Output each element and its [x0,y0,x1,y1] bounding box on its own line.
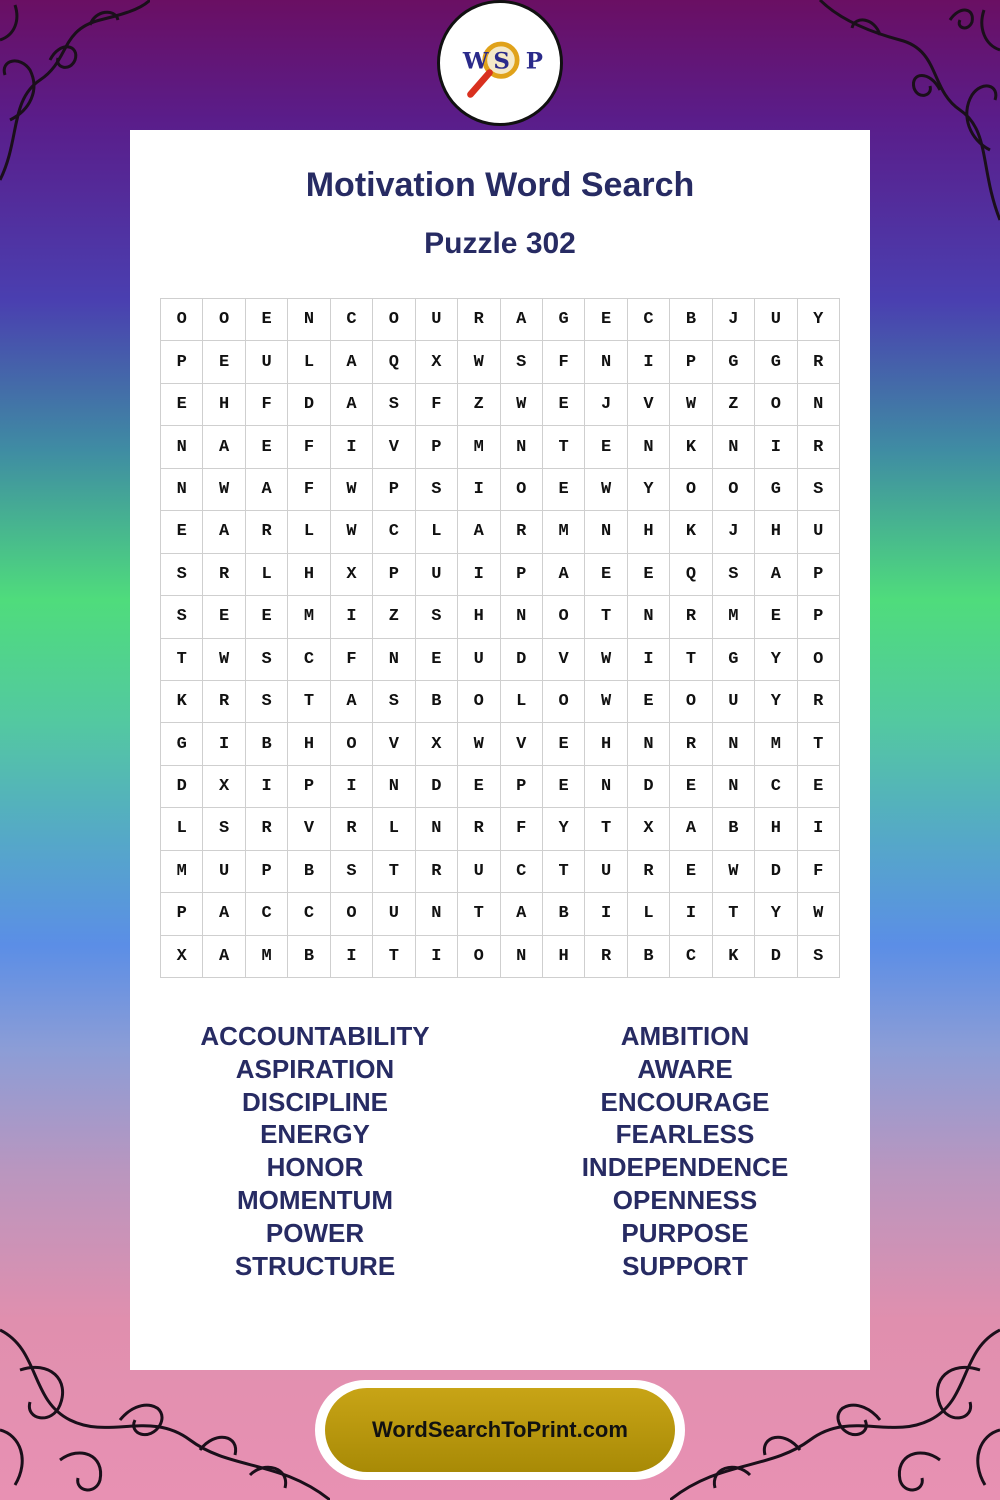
grid-cell: K [161,681,203,723]
grid-cell: N [798,384,840,426]
grid-cell: U [246,341,288,383]
grid-cell: X [416,341,458,383]
grid-cell: W [458,723,500,765]
grid-cell: C [331,299,373,341]
grid-cell: W [585,681,627,723]
grid-cell: X [331,554,373,596]
grid-cell: M [161,851,203,893]
grid-cell: N [713,766,755,808]
grid-cell: E [543,723,585,765]
grid-cell: C [628,299,670,341]
grid-cell: N [628,426,670,468]
grid-cell: V [543,639,585,681]
grid-cell: S [373,384,415,426]
grid-cell: L [501,681,543,723]
grid-cell: N [501,426,543,468]
grid-cell: E [670,851,712,893]
grid-cell: M [246,936,288,978]
grid-cell: H [543,936,585,978]
grid-cell: B [713,808,755,850]
grid-cell: A [203,936,245,978]
grid-cell: F [416,384,458,426]
grid-cell: H [755,511,797,553]
grid-cell: X [161,936,203,978]
grid-cell: M [458,426,500,468]
grid-cell: E [246,596,288,638]
grid-cell: A [670,808,712,850]
grid-cell: V [288,808,330,850]
grid-cell: I [246,766,288,808]
grid-cell: E [543,384,585,426]
grid-cell: N [161,469,203,511]
logo-letter-s: S [493,48,510,75]
grid-cell: W [458,341,500,383]
grid-cell: G [713,341,755,383]
grid-cell: E [543,766,585,808]
grid-cell: N [628,723,670,765]
grid-cell: S [798,469,840,511]
grid-cell: O [713,469,755,511]
grid-cell: X [416,723,458,765]
grid-cell: P [416,426,458,468]
grid-cell: T [670,639,712,681]
grid-cell: L [161,808,203,850]
grid-cell: T [585,596,627,638]
grid-cell: T [288,681,330,723]
grid-cell: O [458,936,500,978]
grid-cell: R [798,426,840,468]
word-item: MOMENTUM [237,1184,393,1215]
grid-cell: T [543,851,585,893]
grid-cell: A [331,681,373,723]
grid-cell: P [246,851,288,893]
grid-cell: S [373,681,415,723]
grid-cell: C [288,639,330,681]
grid-cell: O [755,384,797,426]
grid-cell: I [331,426,373,468]
letter-grid [160,298,840,978]
grid-cell: A [331,384,373,426]
grid-cell: F [288,426,330,468]
grid-cell: L [288,341,330,383]
grid-cell: F [246,384,288,426]
grid-cell: U [373,893,415,935]
grid-cell: N [501,596,543,638]
word-item: SUPPORT [622,1250,748,1281]
grid-cell: H [288,723,330,765]
grid-cell: T [713,893,755,935]
grid-cell: M [543,511,585,553]
grid-cell: U [458,851,500,893]
grid-cell: E [416,639,458,681]
grid-cell: I [331,936,373,978]
grid-cell: D [628,766,670,808]
grid-cell: C [755,766,797,808]
grid-cell: R [331,808,373,850]
grid-cell: W [713,851,755,893]
grid-cell: L [373,808,415,850]
grid-cell: O [501,469,543,511]
grid-cell: W [585,639,627,681]
grid-cell: H [288,554,330,596]
grid-cell: R [203,554,245,596]
grid-cell: G [755,341,797,383]
grid-cell: S [798,936,840,978]
grid-cell: H [585,723,627,765]
grid-cell: E [628,681,670,723]
grid-cell: F [331,639,373,681]
grid-cell: M [713,596,755,638]
grid-cell: Y [755,681,797,723]
grid-cell: O [331,893,373,935]
grid-cell: U [416,554,458,596]
grid-cell: J [713,299,755,341]
grid-cell: D [755,851,797,893]
word-item: ENERGY [260,1119,370,1150]
grid-cell: U [416,299,458,341]
grid-cell: D [161,766,203,808]
grid-cell: G [161,723,203,765]
grid-cell: D [755,936,797,978]
grid-cell: B [246,723,288,765]
grid-cell: R [670,723,712,765]
grid-cell: A [755,554,797,596]
grid-cell: S [416,596,458,638]
grid-cell: P [288,766,330,808]
puzzle-card [130,130,870,1370]
grid-cell: N [373,639,415,681]
grid-cell: H [628,511,670,553]
grid-cell: S [331,851,373,893]
grid-cell: W [798,893,840,935]
grid-cell: O [331,723,373,765]
word-item: ACCOUNTABILITY [200,1021,430,1051]
grid-cell: D [416,766,458,808]
grid-cell: T [543,426,585,468]
grid-cell: R [798,341,840,383]
grid-cell: N [585,766,627,808]
grid-cell: B [416,681,458,723]
grid-cell: E [246,299,288,341]
grid-cell: W [670,384,712,426]
grid-cell: P [161,341,203,383]
grid-cell: A [331,341,373,383]
grid-cell: I [585,893,627,935]
grid-cell: I [331,766,373,808]
grid-cell: O [161,299,203,341]
grid-cell: I [458,469,500,511]
grid-cell: N [161,426,203,468]
grid-cell: U [458,639,500,681]
grid-cell: Y [755,639,797,681]
grid-cell: I [628,639,670,681]
grid-cell: S [416,469,458,511]
magnifier-logo-icon [440,3,560,123]
word-item: AMBITION [620,1021,750,1051]
grid-cell: O [543,681,585,723]
word-item: PURPOSE [621,1217,749,1248]
grid-cell: E [585,554,627,596]
grid-cell: X [203,766,245,808]
grid-cell: P [670,341,712,383]
grid-cell: U [713,681,755,723]
grid-cell: K [670,511,712,553]
grid-cell: T [161,639,203,681]
grid-cell: R [246,511,288,553]
grid-cell: F [501,808,543,850]
grid-cell: A [458,511,500,553]
grid-cell: L [246,554,288,596]
grid-cell: U [798,511,840,553]
grid-cell: S [203,808,245,850]
grid-cell: I [755,426,797,468]
grid-cell: I [331,596,373,638]
grid-cell: C [288,893,330,935]
grid-cell: E [543,469,585,511]
grid-cell: B [288,936,330,978]
word-item: STRUCTURE [234,1250,396,1281]
grid-cell: R [416,851,458,893]
grid-cell: P [373,469,415,511]
logo-letter-p: P [525,48,543,75]
grid-cell: N [628,596,670,638]
grid-cell: A [501,893,543,935]
grid-cell: P [501,554,543,596]
footer-site-link[interactable]: WordSearchToPrint.com [325,1388,675,1472]
grid-cell: O [670,469,712,511]
grid-cell: N [585,511,627,553]
grid-cell: R [246,808,288,850]
word-list-right [500,1020,870,1282]
grid-cell: E [161,511,203,553]
grid-cell: B [288,851,330,893]
grid-cell: F [543,341,585,383]
grid-cell: J [713,511,755,553]
grid-cell: H [755,808,797,850]
grid-cell: T [458,893,500,935]
grid-cell: Z [373,596,415,638]
logo-letter-w: W [462,48,489,75]
grid-cell: U [585,851,627,893]
grid-cell: W [203,639,245,681]
grid-cell: S [713,554,755,596]
grid-cell: W [585,469,627,511]
word-item: ASPIRATION [235,1053,395,1084]
grid-cell: I [458,554,500,596]
grid-cell: A [501,299,543,341]
grid-cell: N [501,936,543,978]
grid-cell: U [755,299,797,341]
grid-cell: K [670,426,712,468]
grid-cell: W [501,384,543,426]
grid-cell: F [798,851,840,893]
grid-cell: G [713,639,755,681]
grid-cell: E [203,341,245,383]
grid-cell: R [203,681,245,723]
word-item: FEARLESS [615,1119,755,1150]
grid-cell: E [670,766,712,808]
grid-cell: S [161,596,203,638]
grid-cell: B [543,893,585,935]
grid-cell: T [585,808,627,850]
grid-cell: T [373,851,415,893]
grid-cell: E [458,766,500,808]
grid-cell: C [373,511,415,553]
grid-cell: I [798,808,840,850]
grid-cell: N [288,299,330,341]
grid-cell: Z [458,384,500,426]
grid-cell: Q [373,341,415,383]
grid-cell: N [713,723,755,765]
grid-cell: S [246,639,288,681]
grid-cell: V [501,723,543,765]
grid-cell: O [458,681,500,723]
word-item: DISCIPLINE [242,1086,388,1117]
grid-cell: X [628,808,670,850]
grid-cell: V [373,723,415,765]
grid-cell: E [203,596,245,638]
grid-cell: W [331,469,373,511]
grid-cell: E [628,554,670,596]
grid-cell: Y [543,808,585,850]
grid-cell: I [670,893,712,935]
grid-cell: M [755,723,797,765]
grid-cell: K [713,936,755,978]
grid-cell: J [585,384,627,426]
grid-cell: I [416,936,458,978]
grid-cell: G [543,299,585,341]
grid-cell: V [628,384,670,426]
word-item: HONOR [266,1152,364,1183]
grid-cell: O [670,681,712,723]
grid-cell: O [373,299,415,341]
grid-cell: B [628,936,670,978]
grid-cell: I [628,341,670,383]
grid-cell: W [203,469,245,511]
grid-cell: Y [755,893,797,935]
grid-cell: M [288,596,330,638]
grid-cell: Y [798,299,840,341]
grid-cell: N [416,893,458,935]
puzzle-number: Puzzle 302 [424,227,576,260]
grid-cell: C [501,851,543,893]
word-item: POWER [265,1217,365,1248]
grid-cell: H [203,384,245,426]
grid-cell: Z [713,384,755,426]
grid-cell: P [373,554,415,596]
grid-cell: R [585,936,627,978]
page-title: Motivation Word Search [305,166,695,204]
grid-cell: N [585,341,627,383]
grid-cell: C [670,936,712,978]
grid-cell: A [203,426,245,468]
word-item: AWARE [637,1053,733,1084]
grid-cell: F [288,469,330,511]
grid-cell: S [161,554,203,596]
grid-cell: E [755,596,797,638]
grid-cell: L [416,511,458,553]
grid-cell: B [670,299,712,341]
grid-cell: P [501,766,543,808]
grid-cell: R [458,808,500,850]
word-item: OPENNESS [612,1184,758,1215]
grid-cell: L [288,511,330,553]
grid-cell: D [501,639,543,681]
grid-cell: O [543,596,585,638]
grid-cell: R [458,299,500,341]
grid-cell: W [331,511,373,553]
grid-cell: N [373,766,415,808]
grid-cell: E [161,384,203,426]
grid-cell: V [373,426,415,468]
corner-ornament-top-left [0,0,150,200]
grid-cell: G [755,469,797,511]
grid-cell: A [203,511,245,553]
grid-cell: R [670,596,712,638]
grid-cell: S [501,341,543,383]
grid-cell: D [288,384,330,426]
grid-cell: U [203,851,245,893]
grid-cell: E [246,426,288,468]
footer-badge[interactable] [315,1380,685,1480]
grid-cell: R [628,851,670,893]
site-logo[interactable] [437,0,563,126]
grid-cell: A [246,469,288,511]
grid-cell: R [798,681,840,723]
grid-cell: O [798,639,840,681]
grid-cell: T [373,936,415,978]
grid-cell: L [628,893,670,935]
grid-cell: A [203,893,245,935]
grid-cell: H [458,596,500,638]
word-list-left [130,1020,500,1282]
grid-cell: P [798,596,840,638]
word-item: INDEPENDENCE [581,1152,789,1183]
grid-cell: R [501,511,543,553]
grid-cell: Q [670,554,712,596]
grid-cell: O [203,299,245,341]
grid-cell: C [246,893,288,935]
grid-cell: E [585,426,627,468]
grid-cell: N [713,426,755,468]
grid-cell: A [543,554,585,596]
grid-cell: N [416,808,458,850]
grid-cell: S [246,681,288,723]
grid-cell: Y [628,469,670,511]
grid-cell: E [585,299,627,341]
grid-cell: P [798,554,840,596]
grid-cell: P [161,893,203,935]
grid-cell: E [798,766,840,808]
grid-cell: T [798,723,840,765]
grid-cell: I [203,723,245,765]
word-item: ENCOURAGE [600,1086,770,1117]
